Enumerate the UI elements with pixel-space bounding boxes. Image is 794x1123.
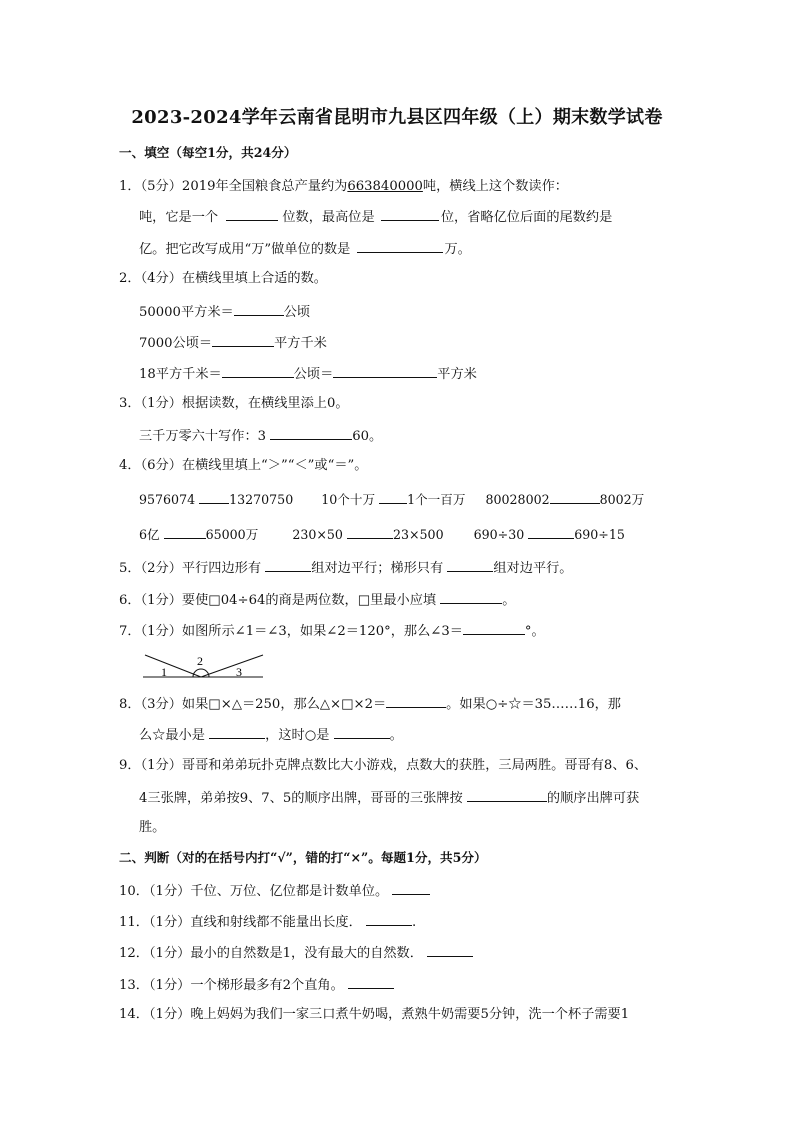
underlined-number: 663840000 [347,179,423,194]
answer-blank[interactable] [467,788,547,802]
question-text: 平方米 [437,367,477,382]
section-2-heading: 二、判断（对的在括号内打“√”，错的打“×”。每题1分，共5分） [119,850,487,865]
compare-right: 65000万 [205,527,259,542]
question-text: ，这时○是 [265,728,330,743]
question-text: 4三张牌，弟弟按9、7、5的顺序出牌，哥哥的三张牌按 [139,791,463,806]
question-text: 万。 [444,242,471,257]
compare-right: 23×500 [392,527,444,542]
question-text: 6．（1分）要使□04÷64的商是两位数，□里最小应填 [119,593,437,608]
question-5 [119,558,572,578]
answer-blank[interactable] [392,881,430,895]
question-6 [119,590,515,610]
left-ray [145,655,201,677]
question-text: 60。 [352,429,383,444]
compare-left: 80028002 [485,492,550,507]
question-text: 吨，它是一个 [139,210,219,225]
angle-figure [143,651,265,681]
question-text: 位数，最高位是 [282,210,375,225]
question-1-line-2 [139,207,612,227]
question-8-line-1 [119,694,621,714]
question-14: 14．（1分）晚上妈妈为我们一家三口煮牛奶喝，煮熟牛奶需要5分钟，洗一个杯子需要1 [119,1007,630,1022]
answer-blank[interactable] [463,621,525,635]
angle-label-1: 1 [161,665,167,679]
question-3-row [139,426,382,446]
answer-blank[interactable] [381,207,439,221]
answer-blank[interactable] [447,558,493,572]
question-text: 平方千米 [274,336,327,351]
question-text: 公顷＝ [293,367,334,382]
page-title: 2023-2024学年云南省昆明市九县区四年级（上）期末数学试卷 [131,107,663,128]
question-text: 18平方千米＝ [139,367,222,382]
answer-blank[interactable] [265,558,311,572]
question-text: 8．（3分）如果□×△＝250，那么△×□×2＝ [119,697,387,712]
compare-left: 230×50 [292,527,343,542]
question-text: 的顺序出牌可获 [546,791,640,806]
question-9-line-3: 胜。 [139,820,166,835]
compare-left: 690÷30 [473,527,525,542]
question-text: 13．（1分）一个梯形最多有2个直角。 [119,978,344,993]
angle-label-3: 3 [236,665,242,679]
compare-left: 9576074 [139,492,196,507]
compare-left: 10个十万 [321,492,376,507]
answer-blank[interactable] [212,333,274,347]
answer-blank[interactable] [234,302,284,316]
answer-blank[interactable] [334,725,390,739]
question-9-line-2 [139,788,639,808]
answer-blank[interactable] [386,694,446,708]
answer-blank[interactable] [164,525,206,539]
answer-blank[interactable] [270,426,352,440]
question-11 [119,912,416,932]
answer-blank[interactable] [427,943,473,957]
question-text: 。如果○÷☆＝35……16，那 [446,697,621,712]
question-text: 位，省略亿位后面的尾数约是 [440,210,613,225]
answer-blank[interactable] [550,490,600,504]
answer-blank[interactable] [347,525,393,539]
question-text: 么☆最小是 [139,728,205,743]
question-text: 吨，横线上这个数读作： [422,179,568,194]
answer-blank[interactable] [440,590,502,604]
question-text: 12．（1分）最小的自然数是1，没有最大的自然数． [119,946,423,961]
question-text: 10．（1分）千位、万位、亿位都是计数单位。 [119,884,389,899]
question-12 [119,943,473,963]
compare-right: 13270750 [229,492,294,507]
question-text: 5．（2分）平行四边形有 [119,561,262,576]
question-text: 7．（1分）如图所示∠1＝∠3，如果∠2＝120°，那么∠3＝ [119,624,463,639]
question-text: 亿。把它改写成用“万”做单位的数是 [139,242,351,257]
answer-blank[interactable] [199,490,229,504]
question-text: 组对边平行。 [493,561,573,576]
question-text: 7000公顷＝ [139,336,213,351]
answer-blank[interactable] [379,490,407,504]
question-2-row-2 [139,333,327,353]
question-2-row-1 [139,302,310,322]
question-2-stem: 2．（4分）在横线里填上合适的数。 [119,271,327,286]
compare-right: 1个一百万 [407,492,466,507]
question-1-line-1 [119,177,569,196]
question-1-line-3 [139,239,471,259]
question-text: 1．（5分）2019年全国粮食总产量约为 [119,179,348,194]
question-4-row-2 [139,525,625,544]
angle-label-2: 2 [197,654,203,668]
answer-blank[interactable] [357,239,443,253]
question-text: 50000平方米＝ [139,305,234,320]
question-text: 三千万零六十写作：3 [139,429,267,444]
question-text: °。 [524,624,545,639]
question-7 [119,621,545,641]
answer-blank[interactable] [366,912,412,926]
question-text: 公顷 [283,305,311,320]
question-4-row-1 [139,490,644,509]
question-text: 。 [389,728,403,743]
compare-left: 6亿 [139,527,160,542]
question-10 [119,881,430,901]
right-ray [201,655,263,677]
question-3-stem: 3．（1分）根据读数，在横线里添上0。 [119,396,349,411]
question-text: 。 [502,593,516,608]
compare-right: 690÷15 [574,527,625,542]
answer-blank[interactable] [226,207,278,221]
answer-blank [568,177,569,190]
angle-arc [193,669,209,677]
section-1-heading: 一、填空（每空1分，共24分） [119,145,297,160]
question-13 [119,975,394,995]
question-4-stem: 4．（6分）在横线里填上“＞”“＜”或“＝”。 [119,458,368,473]
question-text: . [411,915,417,930]
question-text: 组对边平行；梯形只有 [311,561,444,576]
answer-blank[interactable] [528,525,574,539]
answer-blank[interactable] [333,364,437,378]
answer-blank[interactable] [222,364,294,378]
answer-blank[interactable] [209,725,265,739]
question-2-row-3 [139,364,477,384]
compare-right: 8002万 [599,492,645,507]
question-9-line-1: 9．（1分）哥哥和弟弟玩扑克牌点数比大小游戏，点数大的获胜，三局两胜。哥哥有8、6、 [119,758,648,773]
answer-blank[interactable] [348,975,394,989]
question-8-line-2 [139,725,403,745]
question-text: 11．（1分）直线和射线都不能量出长度． [119,915,362,930]
